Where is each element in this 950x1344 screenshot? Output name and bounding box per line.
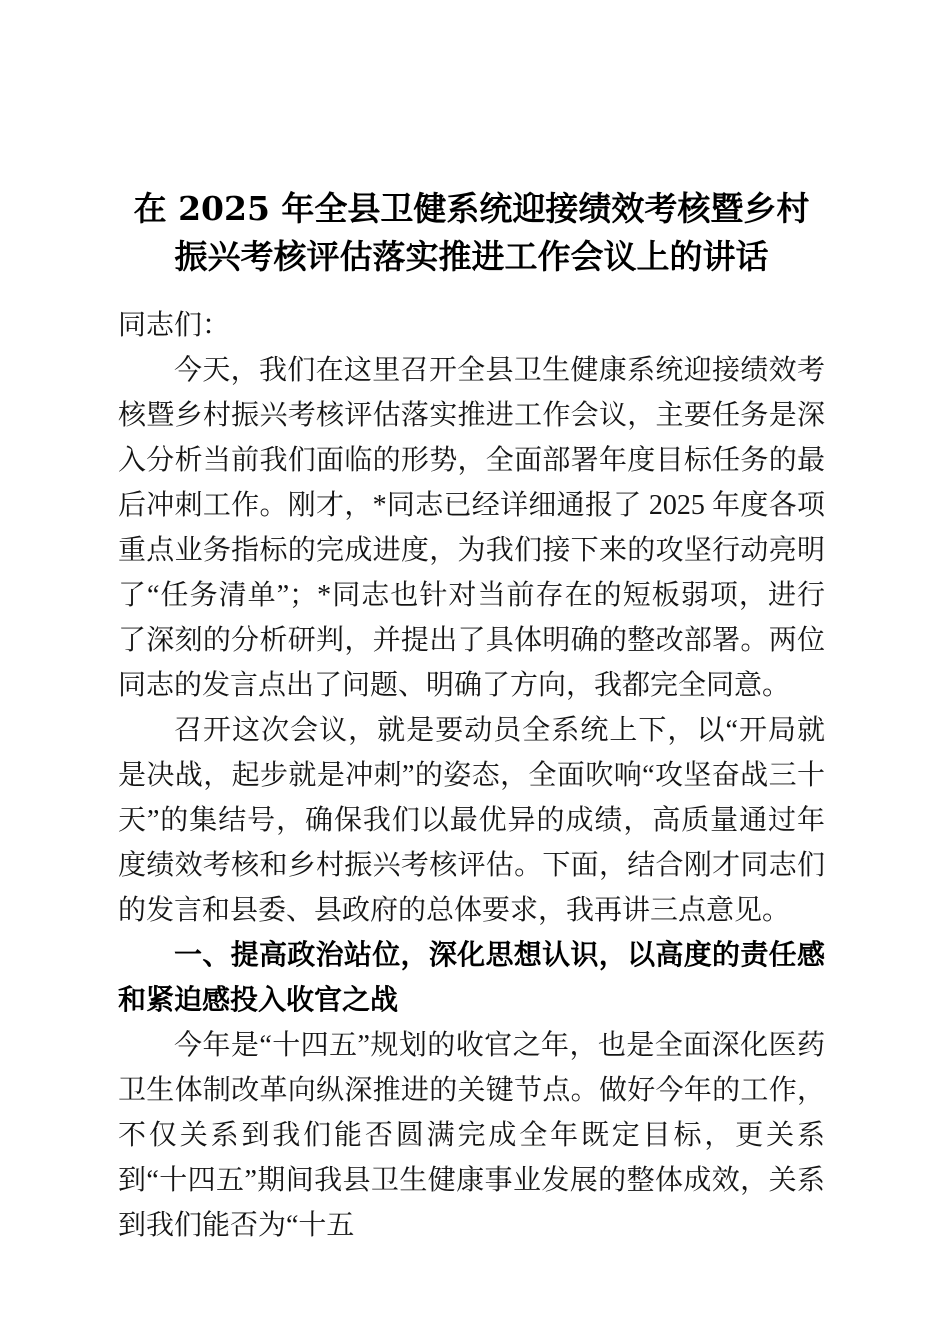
salutation: 同志们： [118,310,231,341]
section-heading-1: 一、提高政治站位，深化思想认识，以高度的责任感和紧迫感投入收官之战 [118,940,825,1016]
paragraph-2: 召开这次会议，就是要动员全系统上下，以“开局就是决战，起步就是冲刺”的姿态，全面吹响“攻坚奋战三十天”的集结号，确保我们以最优异的成绩，高质量通过年度绩效考核和乡村振兴考核评估。下面，结合刚才同志们的发言和县委、县政府的总体要求，我再讲三点意见。 [118,715,825,926]
paragraph-1: 今天，我们在这里召开全县卫生健康系统迎接绩效考核暨乡村振兴考核评估落实推进工作会议，主要任务是深入分析当前我们面临的形势，全面部署年度目标任务的最后冲刺工作。刚才，*同志已经详细通报了 2025 年度各项重点业务指标的完成进度，为我们接下来的攻坚行动亮明了“任务清单”；*同志也针对当前存在的短板弱项，进行了深刻的分析研判，并提出了具体明确的整改部署。两位同志的发言点出了问题、明确了方向，我都完全同意。 [118,355,825,701]
page-title: 在 2025 年全县卫健系统迎接绩效考核暨乡村振兴考核评估落实推进工作会议上的讲话 [133,189,810,276]
document-body [118,303,825,1248]
section-1-paragraph-1: 今年是“十四五”规划的收官之年，也是全面深化医药卫生体制改革向纵深推进的关键节点。做好今年的工作，不仅关系到我们能否圆满完成全年既定目标，更关系到“十四五”期间我县卫生健康事业发展的整体成效，关系到我们能否为“十五 [118,1030,825,1241]
